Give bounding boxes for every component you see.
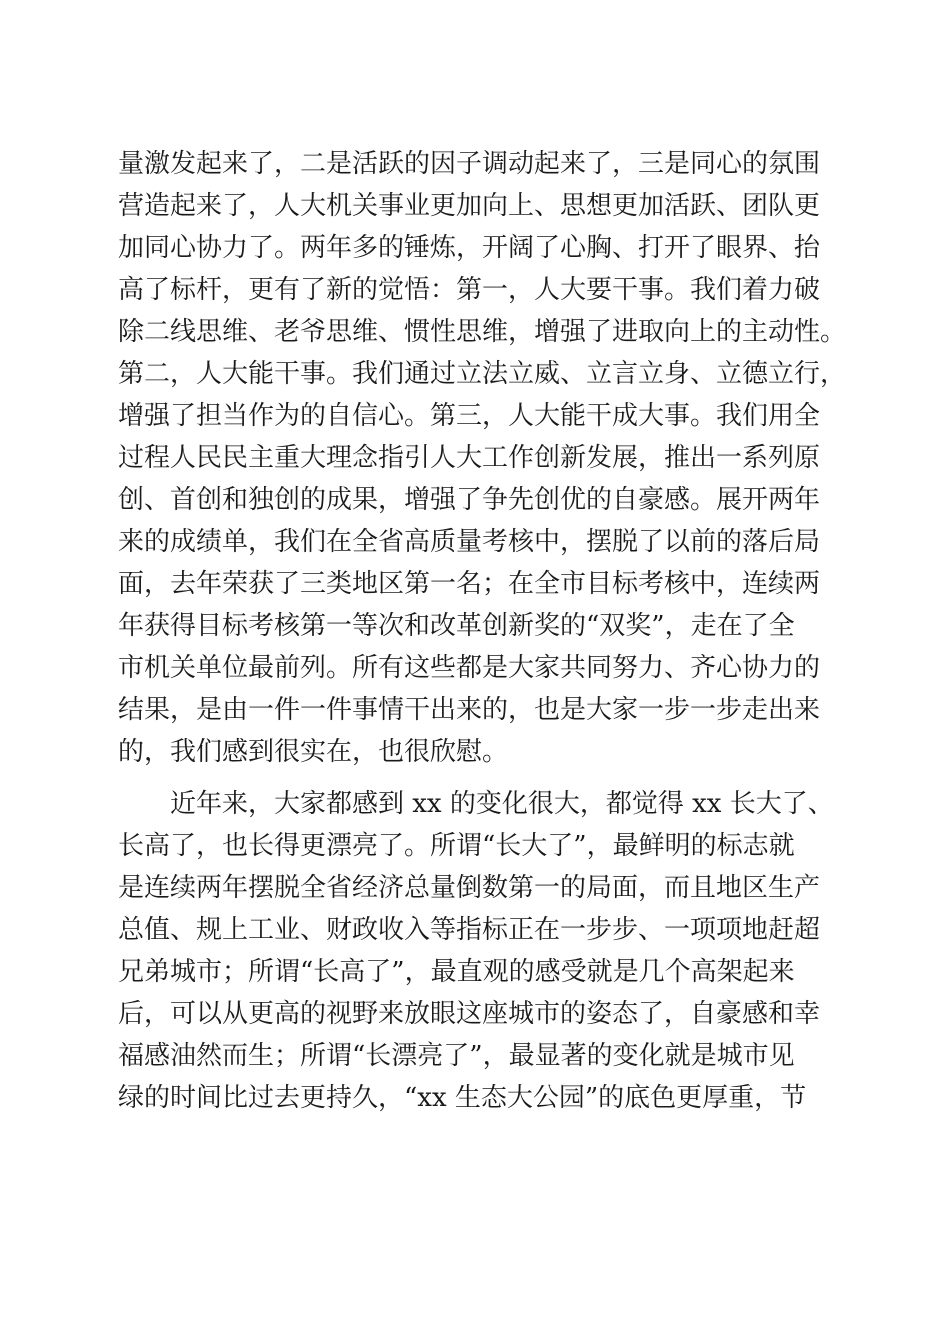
- paragraph-1-line: 除二线思维、老爷思维、惯性思维，增强了进取向上的主动性。: [118, 317, 847, 347]
- paragraph-1-line: 量激发起来了，二是活跃的因子调动起来了，三是同心的氛围: [118, 149, 821, 179]
- paragraph-1-line: 营造起来了，人大机关事业更加向上、思想更加活跃、团队更: [118, 191, 821, 221]
- paragraph-2-line: 兄弟城市；所谓“长高了”，最直观的感受就是几个高架起来: [118, 957, 795, 987]
- paragraph-2-line: 福感油然而生；所谓“长漂亮了”，最显著的变化就是城市见: [118, 1041, 795, 1071]
- paragraph-1-line: 高了标杆，更有了新的觉悟：第一，人大要干事。我们着力破: [118, 275, 821, 305]
- paragraph-2-line: 近年来，大家都感到 xx 的变化很大，都觉得 xx 长大了、: [170, 789, 834, 819]
- paragraph-2-line: 长高了，也长得更漂亮了。所谓“长大了”，最鲜明的标志就: [118, 831, 795, 861]
- body-text: [118, 144, 847, 1184]
- paragraph-1-line: 创、首创和独创的成果，增强了争先创优的自豪感。展开两年: [118, 485, 821, 515]
- paragraph-2-line: 是连续两年摆脱全省经济总量倒数第一的局面，而且地区生产: [118, 873, 821, 903]
- paragraph-1-line: 增强了担当作为的自信心。第三，人大能干成大事。我们用全: [118, 401, 821, 431]
- paragraph-1-line: 加同心协力了。两年多的锤炼，开阔了心胸、打开了眼界、抬: [118, 233, 821, 263]
- paragraph-2-line: 总值、规上工业、财政收入等指标正在一步步、一项项地赶超: [118, 915, 821, 945]
- paragraph-1-line: 结果，是由一件一件事情干出来的，也是大家一步一步走出来: [118, 695, 821, 725]
- paragraph-1-line: 市机关单位最前列。所有这些都是大家共同努力、齐心协力的: [118, 653, 821, 683]
- paragraph-1-line: 过程人民民主重大理念指引人大工作创新发展，推出一系列原: [118, 443, 821, 473]
- paragraph-1-line: 来的成绩单，我们在全省高质量考核中，摆脱了以前的落后局: [118, 527, 821, 557]
- paragraph-1-line: 年获得目标考核第一等次和改革创新奖的“双奖”，走在了全: [118, 611, 795, 641]
- paragraph-1-line: 的，我们感到很实在，也很欣慰。: [118, 737, 509, 767]
- paragraph-2-line: 绿的时间比过去更持久，“xx 生态大公园”的底色更厚重，节: [118, 1083, 807, 1113]
- paragraph-1-line: 面，去年荣获了三类地区第一名；在全市目标考核中，连续两: [118, 569, 821, 599]
- paragraph-2-line: 后，可以从更高的视野来放眼这座城市的姿态了，自豪感和幸: [118, 999, 821, 1029]
- paragraph-1-line: 第二，人大能干事。我们通过立法立威、立言立身、立德立行，: [118, 359, 847, 389]
